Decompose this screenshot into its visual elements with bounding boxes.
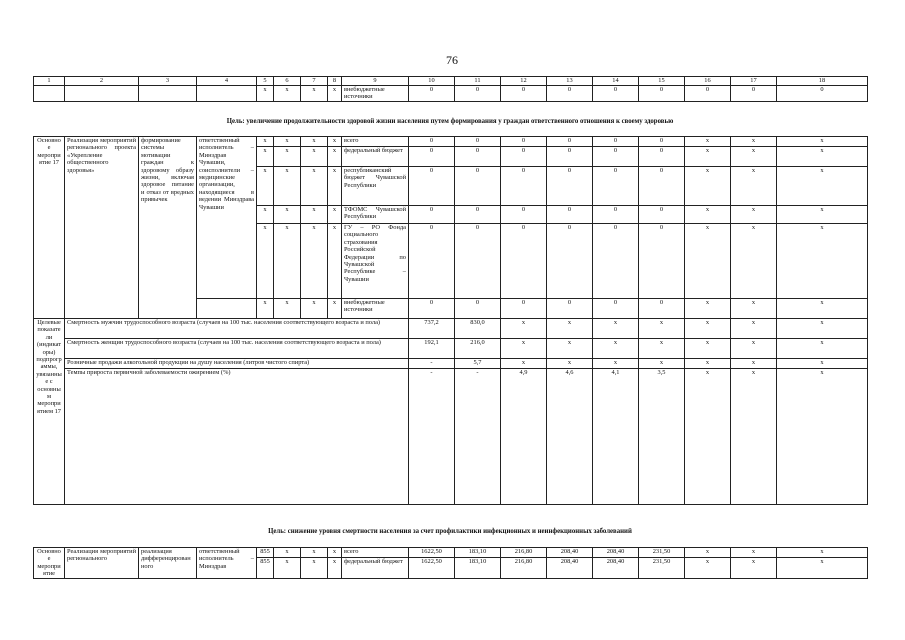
table-cell: x xyxy=(547,359,593,369)
table-cell: федеральный бюджет xyxy=(342,558,409,579)
table-cell: 1622,50 xyxy=(409,548,455,558)
table-row xyxy=(34,359,868,369)
table-cell: x xyxy=(777,147,868,167)
table-cell: x xyxy=(547,339,593,359)
table-cell: x xyxy=(274,206,301,224)
table-cell: Реализация мероприятий регионального xyxy=(65,548,139,579)
table-cell: x xyxy=(501,359,547,369)
table-cell: x xyxy=(777,299,868,319)
table-cell: 0 xyxy=(409,224,455,299)
table-cell: x xyxy=(731,147,777,167)
table-cell: x xyxy=(777,548,868,558)
table-cell: 216,80 xyxy=(501,558,547,579)
table-cell: x xyxy=(328,86,342,102)
table-cell: 15 xyxy=(639,77,685,86)
table-cell: 0 xyxy=(455,147,501,167)
table-cell: 855 xyxy=(257,548,274,558)
table-cell xyxy=(139,86,197,102)
table-cell: 0 xyxy=(593,224,639,299)
table-cell: x xyxy=(639,319,685,339)
table-cell: x xyxy=(685,137,731,147)
table-cell: x xyxy=(731,369,777,505)
table-cell: x xyxy=(685,548,731,558)
table-cell: 17 xyxy=(731,77,777,86)
table-cell xyxy=(197,299,257,319)
table-cell: 12 xyxy=(501,77,547,86)
table-cell: x xyxy=(274,86,301,102)
table-cell: 4 xyxy=(197,77,257,86)
table-cell: 216,80 xyxy=(501,548,547,558)
table-cell: x xyxy=(731,224,777,299)
table-cell: x xyxy=(257,86,274,102)
table-cell: 0 xyxy=(547,137,593,147)
table-cell: 0 xyxy=(639,167,685,206)
table-cell: реализация дифференцированного xyxy=(139,548,197,579)
table-cell: внебюджетные источники xyxy=(342,299,409,319)
table-cell: 0 xyxy=(547,299,593,319)
table-cell: 0 xyxy=(409,299,455,319)
table-cell: 4,9 xyxy=(501,369,547,505)
table-cell: x xyxy=(777,319,868,339)
table-cell: x xyxy=(685,558,731,579)
table-cell: 0 xyxy=(547,224,593,299)
table-cell: x xyxy=(685,369,731,505)
table-cell: 10 xyxy=(409,77,455,86)
table-cell: 0 xyxy=(455,224,501,299)
table-cell: x xyxy=(777,359,868,369)
table-cell: x xyxy=(257,299,274,319)
table-cell: 2 xyxy=(65,77,139,86)
table-cell: 208,40 xyxy=(547,548,593,558)
table-cell: 0 xyxy=(639,206,685,224)
table-cell: 3,5 xyxy=(639,369,685,505)
table-cell: 208,40 xyxy=(593,558,639,579)
table-cell: 0 xyxy=(455,167,501,206)
table-cell: x xyxy=(685,339,731,359)
table-cell: 231,50 xyxy=(639,558,685,579)
table-cell: 208,40 xyxy=(547,558,593,579)
table-cell: 208,40 xyxy=(593,548,639,558)
table-cell: 8 xyxy=(328,77,342,86)
table-cell: всего xyxy=(342,137,409,147)
table-cell: 0 xyxy=(593,206,639,224)
table-cell: ответственный исполнитель – Минздрав xyxy=(197,548,257,579)
table-cell: x xyxy=(685,224,731,299)
table-row xyxy=(34,86,868,102)
table-cell: x xyxy=(547,319,593,339)
table-cell: 5 xyxy=(257,77,274,86)
table-cell: 0 xyxy=(455,299,501,319)
table-cell: 0 xyxy=(409,86,455,102)
table-cell: 0 xyxy=(547,147,593,167)
table-cell: формирование системы мотивации граждан к здоровому образу жизни, включая здоровое питание и отказ от вредных привычек xyxy=(139,137,197,319)
table-cell: ГУ – РО Фонда социального страхования Российской Федерации по Чувашской Республике – Чувашии xyxy=(342,224,409,299)
table-cell xyxy=(197,86,257,102)
table-cell: x xyxy=(731,319,777,339)
table-cell: x xyxy=(731,339,777,359)
table-cell: - xyxy=(409,359,455,369)
table-cell: Основное мероприятие 17 xyxy=(34,137,65,319)
table-cell: x xyxy=(301,299,328,319)
table-main xyxy=(33,136,868,505)
table-cell: 0 xyxy=(639,86,685,102)
table-cell: x xyxy=(301,548,328,558)
table-cell: 16 xyxy=(685,77,731,86)
table-cell: x xyxy=(685,167,731,206)
table-cell: 0 xyxy=(639,147,685,167)
table-cell: x xyxy=(731,137,777,147)
table-cell: x xyxy=(777,167,868,206)
table-cell: 7 xyxy=(301,77,328,86)
table-cell: 0 xyxy=(547,206,593,224)
table-cell: x xyxy=(731,558,777,579)
table-cell: 0 xyxy=(547,86,593,102)
table-cell: x xyxy=(731,206,777,224)
table-cell: 0 xyxy=(455,86,501,102)
table-cell: Розничные продажи алкогольной продукции на душу населения (литров чистого спирта) xyxy=(65,359,409,369)
page-number: 76 xyxy=(446,53,458,67)
table-cell: Смертность мужчин трудоспособного возраста (случаев на 100 тыс. населения соответствующего возраста и пола) xyxy=(65,319,409,339)
table-cell: x xyxy=(274,299,301,319)
table-cell: Основное мероприятие xyxy=(34,548,65,579)
table-cell: 0 xyxy=(501,147,547,167)
table-row xyxy=(34,548,868,558)
table-cell: 0 xyxy=(639,137,685,147)
table-cell: x xyxy=(257,167,274,206)
table-cell: x xyxy=(257,137,274,147)
table-cell: - xyxy=(409,369,455,505)
table-cell: x xyxy=(328,167,342,206)
table-cell: 855 xyxy=(257,558,274,579)
table-cell: x xyxy=(731,167,777,206)
table-cell: x xyxy=(328,548,342,558)
table-cell: x xyxy=(593,319,639,339)
table-cell: 0 xyxy=(501,86,547,102)
table-cell: 0 xyxy=(593,86,639,102)
table-cell: республиканский бюджет Чувашской Республики xyxy=(342,167,409,206)
table-cell: 0 xyxy=(409,167,455,206)
table-cell: x xyxy=(257,224,274,299)
table-cell: x xyxy=(274,137,301,147)
table-cell: x xyxy=(593,359,639,369)
table-cell xyxy=(65,86,139,102)
table-cell: x xyxy=(257,147,274,167)
table-cell: x xyxy=(301,224,328,299)
table-cell: x xyxy=(731,359,777,369)
table-cell: x xyxy=(301,167,328,206)
table-cell: x xyxy=(685,147,731,167)
table-cell: x xyxy=(301,206,328,224)
table-cell: - xyxy=(455,369,501,505)
table-cell: x xyxy=(639,359,685,369)
table-cell: 4,6 xyxy=(547,369,593,505)
table-cell: x xyxy=(274,558,301,579)
table-bottom xyxy=(33,547,868,579)
table-cell: 0 xyxy=(685,86,731,102)
table-cell: 192,1 xyxy=(409,339,455,359)
table-cell: 0 xyxy=(593,167,639,206)
goal-heading: Цель: увеличение продолжительности здоровой жизни населения путем формирования у граждан ответственного отношения к своему здоровью xyxy=(226,118,674,125)
table-cell: x xyxy=(274,224,301,299)
table-cell: всего xyxy=(342,548,409,558)
table-cell: 6 xyxy=(274,77,301,86)
table-cell: 0 xyxy=(455,137,501,147)
table-cell: x xyxy=(685,359,731,369)
table-cell: 0 xyxy=(409,147,455,167)
table-cell: 1622,50 xyxy=(409,558,455,579)
table-cell: 183,10 xyxy=(455,548,501,558)
table-cell: 18 xyxy=(777,77,868,86)
table-cell: 1 xyxy=(34,77,65,86)
table-cell: x xyxy=(328,299,342,319)
table-cell: x xyxy=(777,137,868,147)
table-cell: 0 xyxy=(409,137,455,147)
table-cell: x xyxy=(731,548,777,558)
table-cell: 0 xyxy=(547,167,593,206)
table-row xyxy=(34,369,868,505)
table-row xyxy=(34,137,868,147)
table-cell: x xyxy=(274,147,301,167)
table-cell: x xyxy=(777,206,868,224)
table-cell: x xyxy=(685,319,731,339)
table-cell: 0 xyxy=(593,299,639,319)
table-row xyxy=(34,339,868,359)
table-cell: 11 xyxy=(455,77,501,86)
table-cell: 0 xyxy=(593,147,639,167)
table-cell: внебюджетные источники xyxy=(342,86,409,102)
table-cell: x xyxy=(301,147,328,167)
table-cell: федеральный бюджет xyxy=(342,147,409,167)
table-cell: x xyxy=(501,319,547,339)
table-top xyxy=(33,76,868,102)
table-cell: x xyxy=(274,548,301,558)
table-cell: x xyxy=(301,137,328,147)
table-cell: x xyxy=(257,206,274,224)
table-cell: 14 xyxy=(593,77,639,86)
table-cell: x xyxy=(593,339,639,359)
table-cell: Темпы прироста первичной заболеваемости ожирением (%) xyxy=(65,369,409,505)
column-number-row xyxy=(34,77,868,86)
table-cell: x xyxy=(301,86,328,102)
table-cell: 0 xyxy=(455,206,501,224)
table-cell: 0 xyxy=(409,206,455,224)
table-cell: 13 xyxy=(547,77,593,86)
table-cell: x xyxy=(731,299,777,319)
table-cell: 0 xyxy=(731,86,777,102)
table-cell: x xyxy=(685,299,731,319)
table-cell: ТФОМС Чувашской Республики xyxy=(342,206,409,224)
table-cell: ответственный исполнитель – Минздрав Чувашии, соисполнители – медицинские организации, находящиеся в ведении Минздрава Чувашии xyxy=(197,137,257,299)
table-cell: 9 xyxy=(342,77,409,86)
table-cell: 0 xyxy=(639,299,685,319)
table-cell: x xyxy=(328,206,342,224)
table-cell: 0 xyxy=(501,206,547,224)
table-cell: 0 xyxy=(501,299,547,319)
table-cell: x xyxy=(777,224,868,299)
table-cell xyxy=(34,86,65,102)
goal-heading: Цель: снижение уровня смертности населения за счет профилактики инфекционных и неинфекционных заболеваний xyxy=(268,528,632,535)
table-cell: x xyxy=(501,339,547,359)
table-cell: 183,10 xyxy=(455,558,501,579)
table-cell: x xyxy=(328,137,342,147)
table-row xyxy=(34,319,868,339)
table-cell: 0 xyxy=(501,137,547,147)
table-cell: Смертность женщин трудоспособного возраста (случаев на 100 тыс. населения соответствующего возраста и пола) xyxy=(65,339,409,359)
table-cell: x xyxy=(328,224,342,299)
table-cell: x xyxy=(274,167,301,206)
table-cell: x xyxy=(328,558,342,579)
table-cell: 0 xyxy=(777,86,868,102)
table-cell: 830,0 xyxy=(455,319,501,339)
table-cell: 3 xyxy=(139,77,197,86)
table-cell: 0 xyxy=(501,224,547,299)
table-cell: 216,0 xyxy=(455,339,501,359)
table-cell: x xyxy=(685,206,731,224)
table-cell: Реализация мероприятий регионального проекта «Укрепление общественного здоровья» xyxy=(65,137,139,319)
table-cell: 5,7 xyxy=(455,359,501,369)
table-cell: 0 xyxy=(639,224,685,299)
table-cell: 4,1 xyxy=(593,369,639,505)
table-cell: 231,50 xyxy=(639,548,685,558)
table-cell: x xyxy=(301,558,328,579)
table-cell: x xyxy=(777,558,868,579)
table-cell: x xyxy=(777,369,868,505)
table-cell: 0 xyxy=(593,137,639,147)
table-cell: x xyxy=(328,147,342,167)
table-cell: Целевые показатели (индикаторы) подпрограммы, увязанные с основным мероприятием 17 xyxy=(34,319,65,505)
table-cell: 0 xyxy=(501,167,547,206)
table-cell: 737,2 xyxy=(409,319,455,339)
table-cell: x xyxy=(639,339,685,359)
table-cell: x xyxy=(777,339,868,359)
